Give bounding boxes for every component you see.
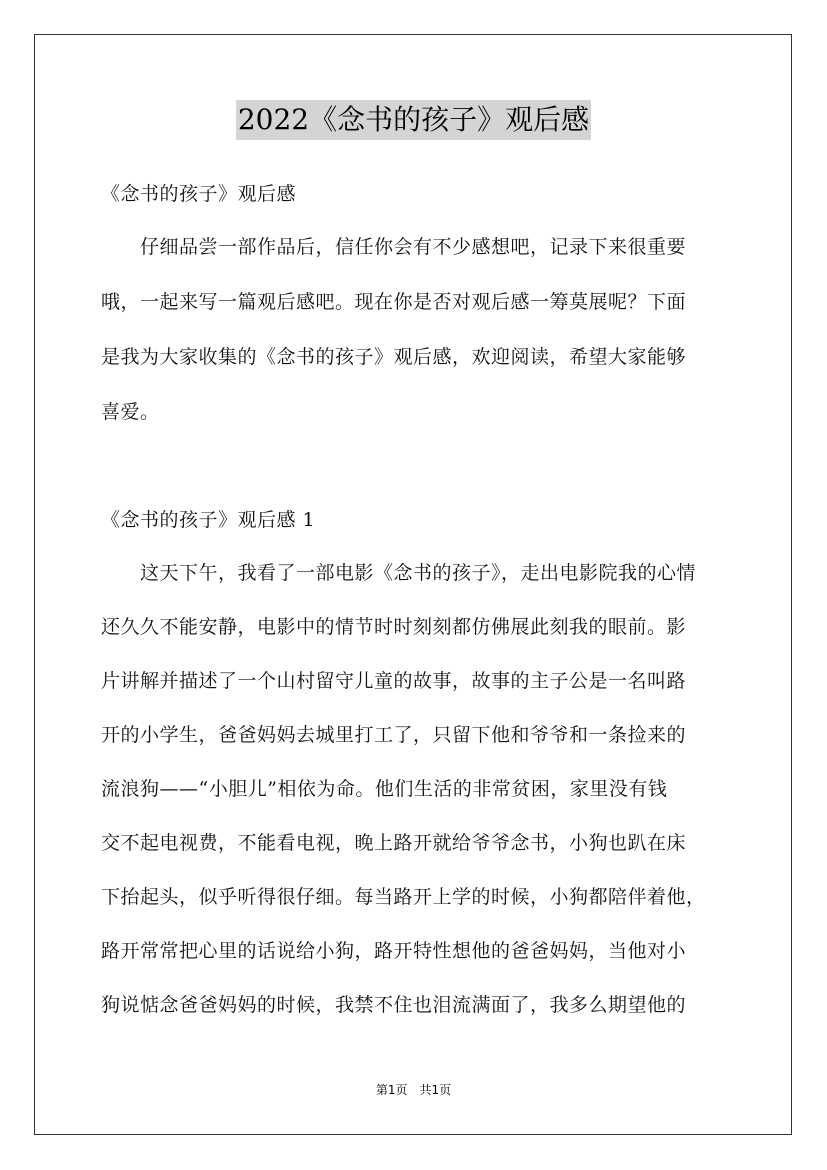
paragraph-line: 片讲解并描述了一个山村留守儿童的故事，故事的主子公是一名叫路 — [101, 670, 687, 692]
paragraph-line: 路开常常把心里的话说给小狗，路开特性想他的爸爸妈妈，当他对小 — [101, 940, 687, 962]
paragraph-line: 仔细品尝一部作品后，信任你会有不少感想吧，记录下来很重要 — [101, 236, 687, 258]
paragraph-line: 开的小学生，爸爸妈妈去城里打工了，只留下他和爷爷和一条捡来的 — [101, 724, 687, 746]
document-title: 2022《念书的孩子》观后感 — [236, 100, 591, 140]
title-container — [0, 100, 827, 140]
section-heading: 《念书的孩子》观后感 1 — [101, 509, 316, 531]
paragraph-line: 是我为大家收集的《念书的孩子》观后感，欢迎阅读，希望大家能够 — [101, 346, 687, 368]
page-footer: 第1页 共1页 — [375, 1083, 452, 1097]
paragraph-line: 哦，一起来写一篇观后感吧。现在你是否对观后感一筹莫展呢？下面 — [101, 291, 687, 313]
section-heading: 《念书的孩子》观后感 — [101, 183, 297, 205]
paragraph-line: 交不起电视费，不能看电视，晚上路开就给爷爷念书，小狗也趴在床 — [101, 832, 687, 854]
paragraph-line: 狗说惦念爸爸妈妈的时候，我禁不住也泪流满面了，我多么期望他的 — [101, 994, 687, 1016]
paragraph-line: 这天下午，我看了一部电影《念书的孩子》，走出电影院我的心情 — [101, 562, 697, 584]
paragraph-line: 下抬起头，似乎听得很仔细。每当路开上学的时候，小狗都陪伴着他， — [101, 886, 706, 908]
paragraph-line: 流浪狗——“小胆儿”相依为命。他们生活的非常贫困，家里没有钱 — [101, 778, 668, 800]
paragraph-line: 喜爱。 — [101, 401, 160, 423]
paragraph-line: 还久久不能安静，电影中的情节时时刻刻都仿佛展此刻我的眼前。影 — [101, 616, 687, 638]
